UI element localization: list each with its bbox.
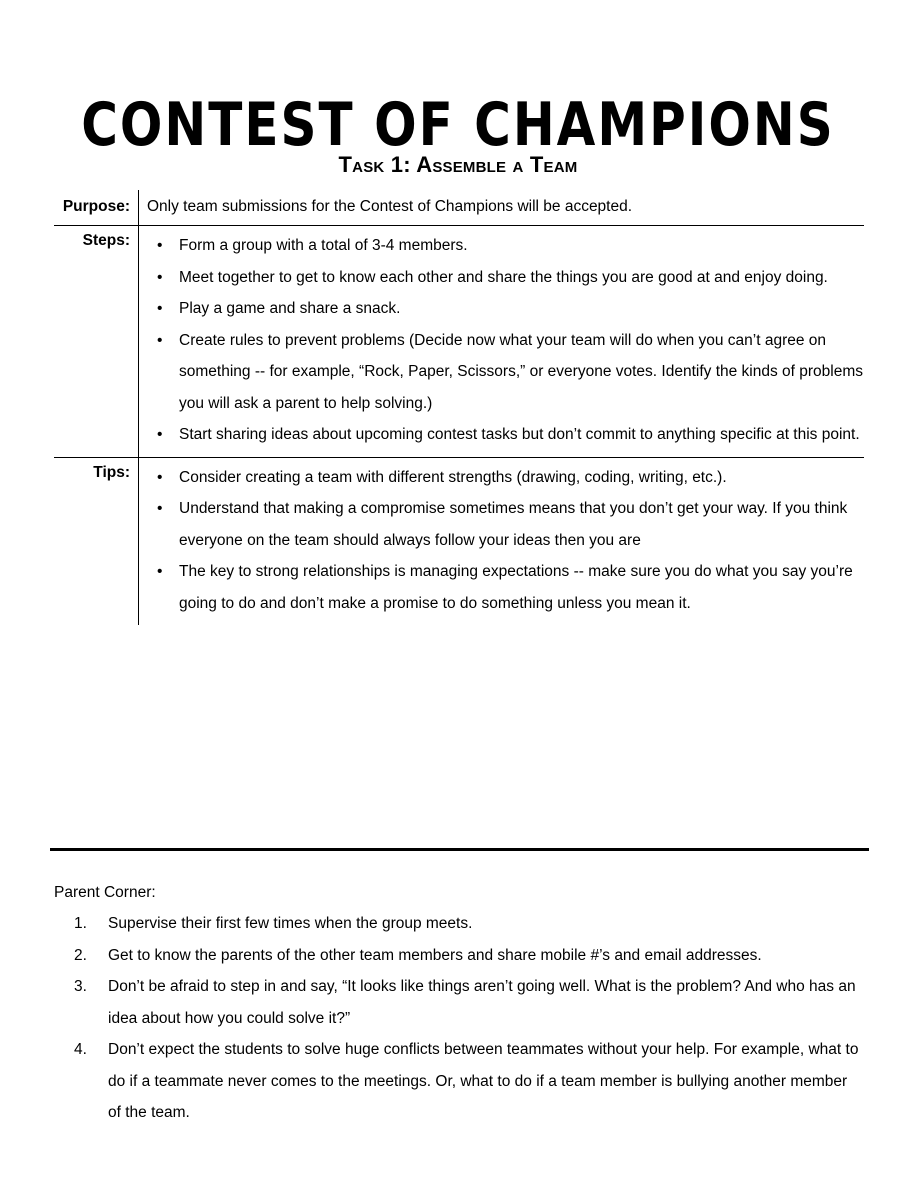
bullet-icon: •	[157, 426, 163, 443]
steps-row	[54, 226, 864, 458]
list-item	[147, 262, 864, 294]
list-item	[147, 462, 864, 494]
parent-corner-list	[54, 908, 864, 1129]
bullet-icon: •	[157, 300, 163, 317]
item-number: 2.	[74, 946, 87, 964]
step-text: Create rules to prevent problems (Decide now what your team will do when you can’t agree on something -- for example, “Rock, Paper, Scissors,” or everyone votes. Identify the kinds of problems you will ask a parent to help solving.)	[179, 331, 864, 412]
step-text: Form a group with a total of 3-4 members.	[179, 237, 468, 254]
step-text: Play a game and share a snack.	[179, 300, 401, 317]
bullet-icon: •	[157, 268, 163, 286]
bullet-icon: •	[157, 331, 163, 349]
bullet-icon: •	[157, 237, 163, 254]
item-number: 3.	[74, 978, 87, 995]
purpose-row	[54, 190, 864, 226]
tip-text: Consider creating a team with different strengths (drawing, coding, writing, etc.).	[179, 468, 727, 486]
tip-text: Understand that making a compromise sometimes means that you don’t get your way. If you think everyone on the team should always follow your ideas then you are	[179, 500, 848, 549]
page-title: CONTEST OF CHAMPIONS	[81, 89, 835, 159]
list-item	[147, 293, 864, 325]
item-number: 4.	[74, 1041, 87, 1058]
section-divider	[50, 848, 869, 851]
list-item	[54, 971, 864, 1034]
bullet-icon: •	[157, 468, 163, 486]
tip-text: The key to strong relationships is managing expectations -- make sure you do what you say you’re going to do and don’t make a promise to do something unless you mean it.	[179, 563, 853, 612]
tips-list	[147, 462, 864, 620]
item-text: Supervise their first few times when the group meets.	[108, 915, 473, 932]
steps-list	[147, 230, 864, 451]
list-item	[54, 1034, 864, 1129]
task-table	[54, 190, 864, 625]
list-item	[147, 493, 864, 556]
item-number: 1.	[74, 915, 87, 932]
item-text: Don’t expect the students to solve huge conflicts between teammates without your help. For example, what to do if a teammate never comes to the meetings. Or, what to do if a team member is bullying another member of the team.	[108, 1041, 859, 1121]
tips-content	[139, 458, 864, 626]
task-title: Task 1: Assemble a Team	[338, 152, 578, 178]
tips-label: Tips:	[54, 458, 139, 626]
bullet-icon: •	[157, 563, 163, 580]
list-item	[147, 419, 864, 451]
steps-content	[139, 226, 864, 457]
item-text: Get to know the parents of the other team members and share mobile #’s and email addresses.	[108, 946, 762, 964]
list-item	[147, 556, 864, 619]
step-text: Start sharing ideas about upcoming contest tasks but don’t commit to anything specific at this point.	[179, 426, 860, 443]
list-item	[54, 908, 864, 940]
purpose-label: Purpose:	[54, 190, 139, 225]
tips-row	[54, 458, 864, 626]
bullet-icon: •	[157, 500, 163, 517]
list-item	[147, 230, 864, 262]
parent-corner-title: Parent Corner:	[54, 884, 156, 901]
step-text: Meet together to get to know each other and share the things you are good at and enjoy doing.	[179, 268, 828, 286]
purpose-text: Only team submissions for the Contest of Champions will be accepted.	[147, 198, 633, 215]
steps-label: Steps:	[54, 226, 139, 457]
list-item	[147, 325, 864, 420]
item-text: Don’t be afraid to step in and say, “It looks like things aren’t going well. What is the problem? And who has an idea about how you could solve it?”	[108, 978, 856, 1027]
list-item	[54, 940, 864, 972]
